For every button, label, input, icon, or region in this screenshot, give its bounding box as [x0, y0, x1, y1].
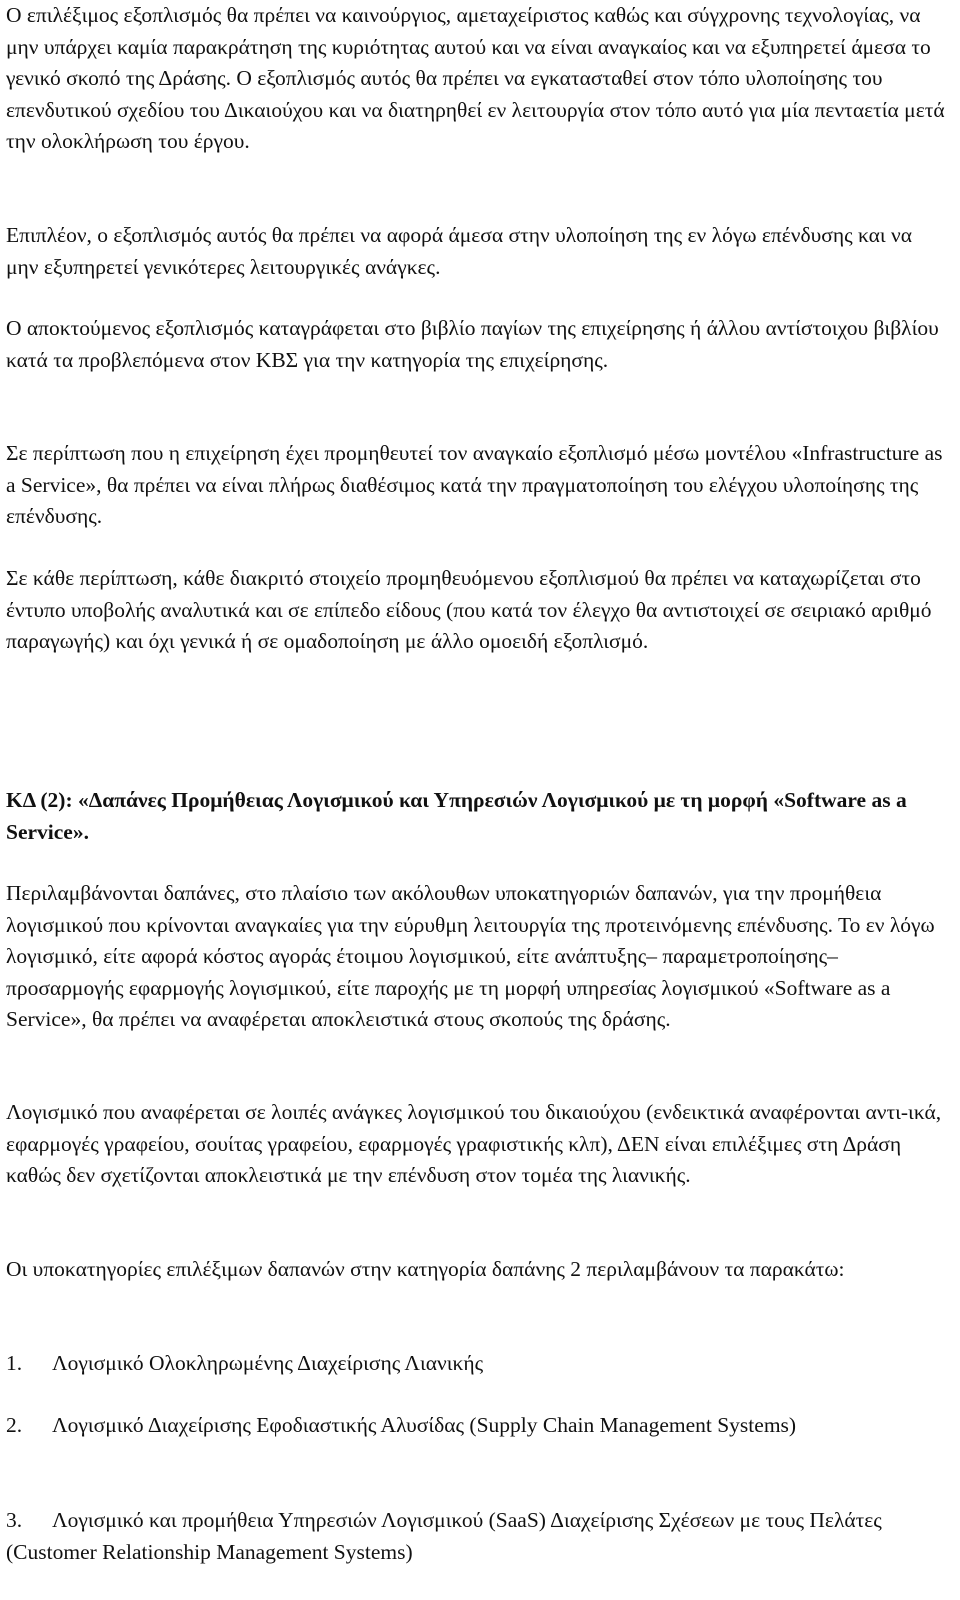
list-item-number: 2.: [6, 1413, 23, 1437]
list-item: [6, 1505, 946, 1568]
paragraph-itemization: Σε κάθε περίπτωση, κάθε διακριτό στοιχείο προμηθευόμενου εξοπλισμού θα πρέπει να καταχωρίζεται στο έντυπο υποβολής αναλυτικά και σε επίπεδο είδους (που κατά τον έλεγχο θα αντιστοιχεί σε σειριακό αριθμό παραγωγής) και όχι γενικά ή σε ομαδοποίηση με άλλο ομοειδή εξοπλισμό.: [6, 566, 932, 653]
list-item: [6, 1410, 946, 1442]
list-item-text: Λογισμικό Ολοκληρωμένης Διαχείρισης Λιανικής: [52, 1351, 484, 1375]
paragraph-software-expenses: Περιλαμβάνονται δαπάνες, στο πλαίσιο των ακόλουθων υποκατηγοριών δαπανών, για την προμήθεια λογισμικού που κρίνονται αναγκαίες για την εύρυθμη λειτουργία της προτεινόμενης επένδυσης. Το εν λόγω λογισμικό, είτε αφορά κόστος αγοράς έτοιμου λογισμικού, είτε ανάπτυξης– παραμετροποίησης– προσαρμογής εφαρμογής λογισμικού, είτε παροχής με τη μορφή υπηρεσίας λογισμικού «Software as a Service», θα πρέπει να αναφέρεται αποκλειστικά στους σκοπούς της δράσης.: [6, 881, 935, 1031]
paragraph-iaas: Σε περίπτωση που η επιχείρηση έχει προμηθευτεί τον αναγκαίο εξοπλισμό μέσω μοντέλου «Infrastructure as a Service», θα πρέπει να είναι πλήρως διαθέσιμος κατά την πραγματοποίηση του ελέγχου υλοποίησης της επένδυσης.: [6, 441, 943, 528]
paragraph-ineligible-software: Λογισμικό που αναφέρεται σε λοιπές ανάγκες λογισμικού του δικαιούχου (ενδεικτικά αναφέρονται αντι-ικά, εφαρμογές γραφείου, σουίτας γραφείου, εφαρμογές γραφιστικής κλπ), ΔΕΝ είναι επιλέξιμες στη Δράση καθώς δεν σχετίζονται αποκλειστικά με την επένδυση στον τομέα της λιανικής.: [6, 1100, 942, 1187]
paragraph-equipment-eligibility: Ο επιλέξιμος εξοπλισμός θα πρέπει να καινούργιος, αμεταχείριστος καθώς και σύγχρονης τεχνολογίας, να μην υπάρχει καμία παρακράτηση της κυριότητας αυτού και να είναι αναγκαίος και να εξυπηρετεί άμεσα το γενικό σκοπό της Δράσης. Ο εξοπλισμός αυτός θα πρέπει να εγκατασταθεί στον τόπο υλοποίησης του επενδυτικού σχεδίου του Δικαιούχου και να διατηρηθεί εν λειτουργία στον τόπο αυτό για μία πενταετία μετά την ολοκλήρωση του έργου.: [6, 3, 945, 153]
list-item-number: 1.: [6, 1351, 23, 1375]
paragraph-asset-register: Ο αποκτούμενος εξοπλισμός καταγράφεται στο βιβλίο παγίων της επιχείρησης ή άλλου αντίστοιχου βιβλίου κατά τα προβλεπόμενα στον ΚΒΣ για την κατηγορία της επιχείρησης.: [6, 316, 939, 372]
paragraph-equipment-purpose: Επιπλέον, ο εξοπλισμός αυτός θα πρέπει να αφορά άμεσα στην υλοποίηση της εν λόγω επένδυσης και να μην εξυπηρετεί γενικότερες λειτουργικές ανάγκες.: [6, 223, 913, 279]
list-item: [6, 1348, 946, 1380]
paragraph-subcategories-intro: Οι υποκατηγορίες επιλέξιμων δαπανών στην κατηγορία δαπάνης 2 περιλαμβάνουν τα παρακάτω:: [6, 1257, 845, 1281]
section-heading: ΚΔ (2): «Δαπάνες Προμήθειας Λογισμικού και Υπηρεσιών Λογισμικού με τη μορφή «Software as a Service».: [6, 788, 907, 844]
list-item-text: Λογισμικό Διαχείρισης Εφοδιαστικής Αλυσίδας (Supply Chain Management Systems): [52, 1413, 797, 1437]
list-item-text: Λογισμικό και προμήθεια Υπηρεσιών Λογισμικού (SaaS) Διαχείρισης Σχέσεων με τους Πελάτες (Customer Relationship Management Systems): [6, 1508, 882, 1564]
list-item-number: 3.: [6, 1508, 23, 1532]
